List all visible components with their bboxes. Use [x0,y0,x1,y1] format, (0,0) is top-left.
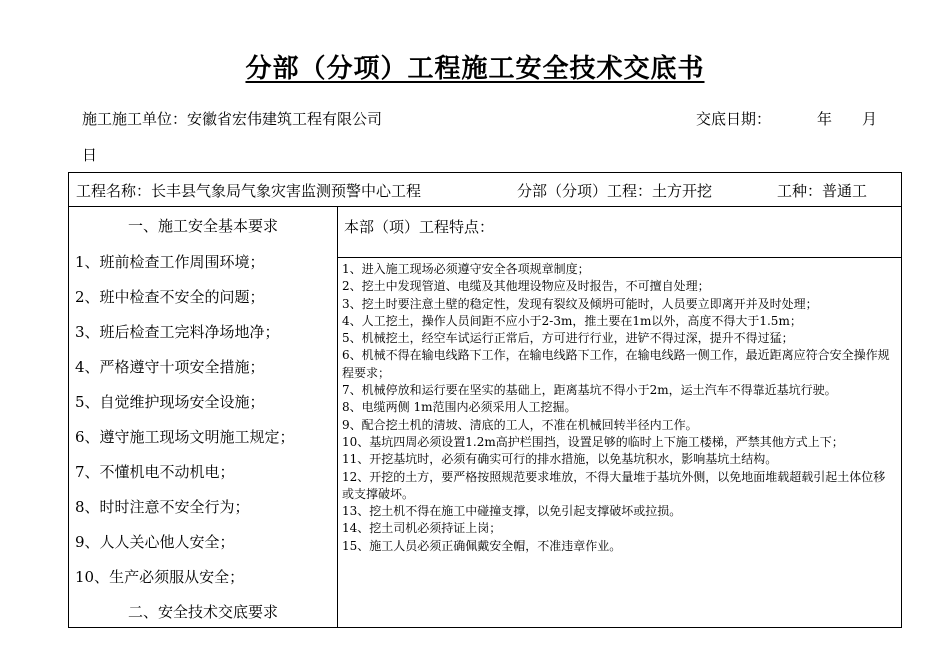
list-item: 15、施工人员必须正确佩戴安全帽，不准违章作业。 [342,538,622,553]
list-item: 10、基坑四周必须设置1.2m高护栏围挡，设置足够的临时上下施工楼梯，严禁其他方式上下； [342,434,844,449]
date-month: 月 [862,110,878,128]
list-item: 3、班后检查工完料净场地净； [75,323,280,341]
subproject-name: 分部（分项）工程：土方开挖 [517,182,713,200]
list-item: 4、人工挖土，操作人员间距不应小于2-3m，推土要在1m以外，高度不得大于1.5m； [342,313,802,328]
list-item: 12、开挖的土方，要严格按照规范要求堆放，不得大量堆于基坑外侧，以免地面堆载超载引起土体位移或支撑破坏。 [342,469,886,501]
list-item: 5、机械挖土，经空车试运行正常后，方可进行行业，进铲不得过深，提升不得过猛； [342,331,794,346]
list-item: 13、挖土机不得在施工中碰撞支撑，以免引起支撑破坏或拉损。 [342,504,682,519]
date-day: 日 [82,146,98,164]
features-divider [338,257,901,258]
project-features-column [338,207,901,627]
basic-requirements-heading: 一、施工安全基本要求 [127,217,278,235]
list-item: 1、班前检查工作周围环境； [75,253,265,271]
list-item: 3、挖土时要注意土壁的稳定性，发现有裂纹及倾坍可能时，人员要立即离开并及时处理； [342,296,818,311]
table-header-row [69,173,901,207]
disclosure-date [696,108,877,129]
date-label: 交底日期： [696,110,772,128]
safety-rules-list [342,261,894,555]
list-item: 5、自觉维护现场安全设施； [75,393,265,411]
list-item: 2、班中检查不安全的问题； [75,288,265,306]
basic-requirements-column [69,207,338,627]
document-title: 分部（分项）工程施工安全技术交底书 [245,54,705,84]
trade-name: 工种：普通工 [777,182,868,200]
list-item: 7、机械停放和运行要在坚实的基础上，距离基坑不得小于2m，运土汽车不得靠近基坑行驶。 [342,383,837,398]
list-item: 6、遵守施工现场文明施工规定； [75,428,295,446]
list-item: 2、挖土中发现管道、电缆及其他埋设物应及时报告，不可擅自处理； [342,279,710,294]
list-item: 6、机械不得在输电线路下工作，在输电线路下工作，在输电线路一侧工作，最近距离应符合安全操作规程要求； [342,348,890,380]
list-item: 1、进入施工现场必须遵守安全各项规章制度； [342,262,590,276]
list-item: 11、开挖基坑时，必须有确实可行的排水措施，以免基坑积水，影响基坑土结构。 [342,452,778,467]
disclosure-table [68,172,902,628]
list-item: 9、配合挖土机的清坡、清底的工人，不准在机械回转半径内工作。 [342,417,698,432]
list-item: 10、生产必须服从安全； [75,568,245,586]
features-title: 本部（项）工程特点： [344,218,495,236]
project-name: 工程名称：长丰县气象局气象灾害监测预警中心工程 [76,182,422,200]
date-year: 年 [817,110,833,128]
list-item: 8、时时注意不安全行为； [75,498,250,516]
disclosure-requirements-heading: 二、安全技术交底要求 [127,603,278,621]
construction-unit: 施工施工单位：安徽省宏伟建筑工程有限公司 [82,110,383,128]
list-item: 9、人人关心他人安全； [75,533,235,551]
list-item: 8、电缆两侧 1m范围内必须采用人工挖掘。 [342,400,577,415]
list-item: 4、严格遵守十项安全措施； [75,358,265,376]
list-item: 14、挖土司机必须持证上岗； [342,521,502,536]
list-item: 7、不懂机电不动机电； [75,463,235,481]
